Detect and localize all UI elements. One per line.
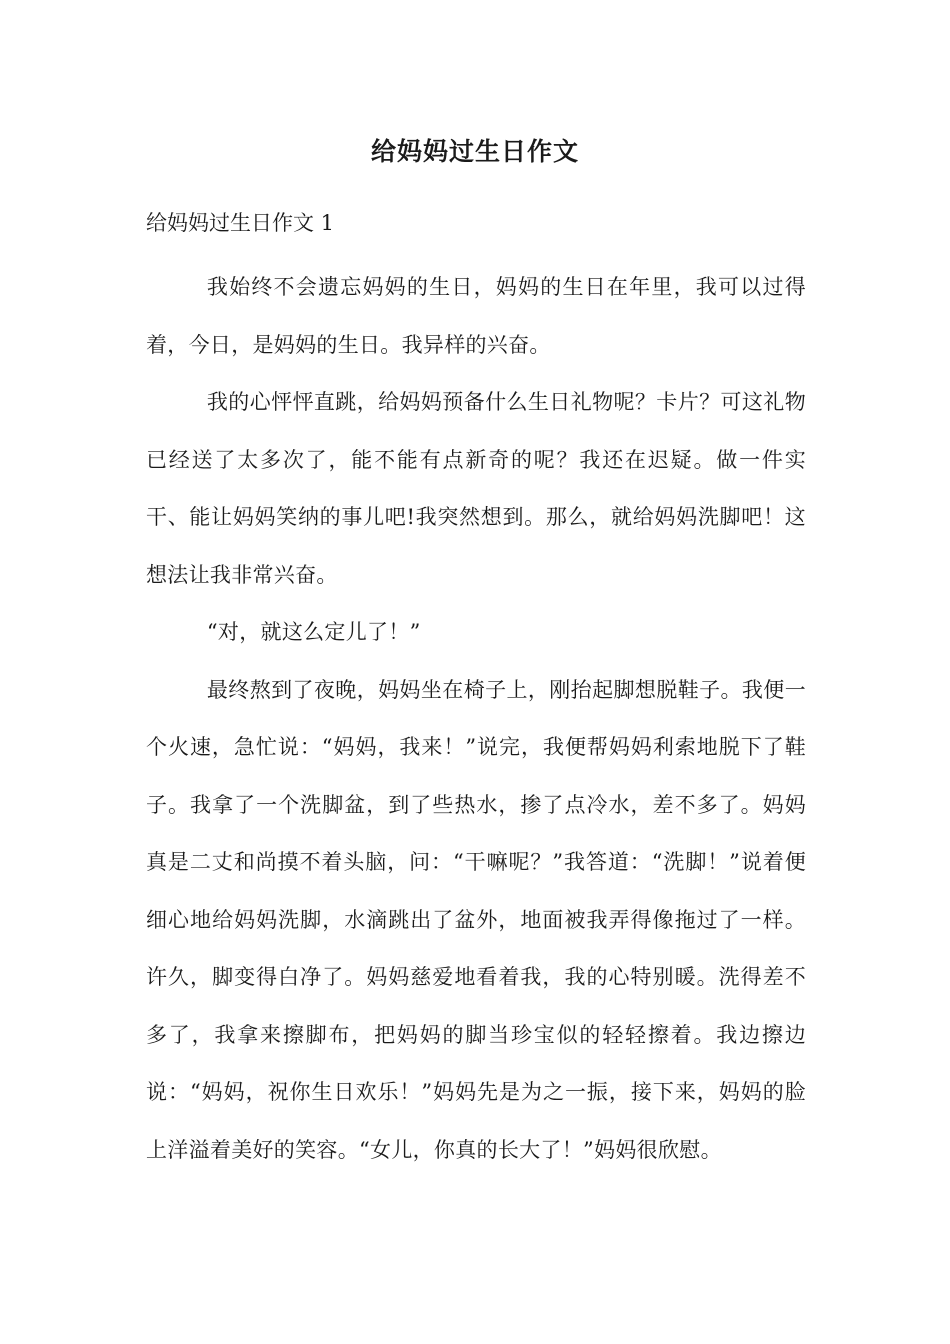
paragraph-3: “对，就这么定儿了！” <box>206 620 421 644</box>
paragraph-4: 最终熬到了夜晚，妈妈坐在椅子上，刚抬起脚想脱鞋子。我便一个火速，急忙说：“妈妈，我来！”说完，我便帮妈妈利索地脱下了鞋子。我拿了一个洗脚盆，到了些热水，掺了点冷水，差不多了。妈妈真是二丈和尚摸不着头脑，问：“干嘛呢？”我答道：“洗脚！”说着便细心地给妈妈洗脚，水滴跳出了盆外，地面被我弄得像拖过了一样。许久，脚变得白净了。妈妈慈爱地看着我，我的心特别暖。洗得差不多了，我拿来擦脚布，把妈妈的脚当珍宝似的轻轻擦着。我边擦边说：“妈妈，祝你生日欢乐！”妈妈先是为之一振，接下来，妈妈的脸上洋溢着美好的笑容。“女儿，你真的长大了！”妈妈很欣慰。 <box>146 677 806 1162</box>
document-title: 给妈妈过生日作文 <box>370 137 579 166</box>
section-heading: 给妈妈过生日作文 1 <box>146 211 335 235</box>
document-body <box>146 259 806 1179</box>
paragraph-2: 我的心怦怦直跳，给妈妈预备什么生日礼物呢？卡片？可这礼物已经送了太多次了，能不能有点新奇的呢？我还在迟疑。做一件实干、能让妈妈笑纳的事儿吧!我突然想到。那么，就给妈妈洗脚吧！这想法让我非常兴奋。 <box>146 390 806 587</box>
paragraph-1: 我始终不会遗忘妈妈的生日，妈妈的生日在年里，我可以过得着，今日，是妈妈的生日。我异样的兴奋。 <box>146 275 806 357</box>
